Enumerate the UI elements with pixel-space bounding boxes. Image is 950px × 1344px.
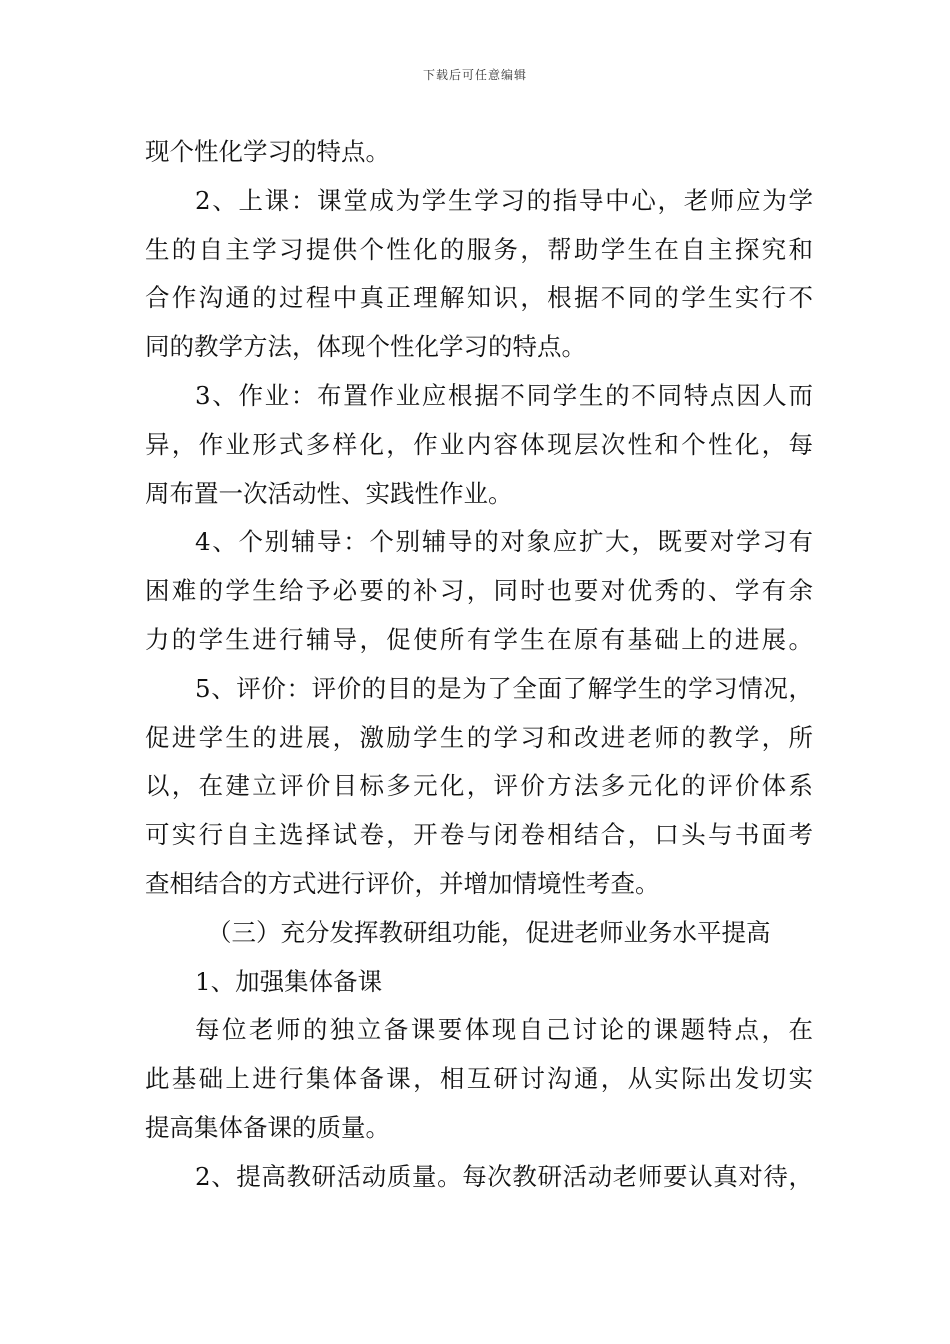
text-line: 此基础上进行集体备课，相互研讨沟通，从实际出发切实 [145, 1064, 813, 1094]
text-line: 5、评价：评价的目的是为了全面了解学生的学习情况， [195, 673, 813, 703]
text-line: 每位老师的独立备课要体现自己讨论的课题特点，在 [195, 1015, 813, 1045]
text-line: 异，作业形式多样化，作业内容体现层次性和个性化，每 [145, 429, 813, 459]
page-header: 下载后可任意编辑 [422, 68, 527, 82]
text-line: 生的自主学习提供个性化的服务，帮助学生在自主探究和 [145, 234, 813, 264]
subsection-heading: 1、加强集体备课 [195, 966, 383, 996]
text-line: 查相结合的方式进行评价，并增加情境性考查。 [145, 868, 660, 898]
text-line: 2、上课：课堂成为学生学习的指导中心，老师应为学 [195, 185, 813, 215]
text-line: 2、提高教研活动质量。每次教研活动老师要认真对待， [195, 1161, 813, 1191]
text-line: 促进学生的进展，激励学生的学习和改进老师的教学，所 [145, 722, 813, 752]
text-line: 困难的学生给予必要的补习，同时也要对优秀的、学有余 [145, 576, 813, 606]
text-line: 同的教学方法，体现个性化学习的特点。 [145, 332, 586, 362]
text-line: 3、作业：布置作业应根据不同学生的不同特点因人而 [195, 380, 813, 410]
text-line: 合作沟通的过程中真正理解知识，根据不同的学生实行不 [145, 283, 813, 313]
text-line: 力的学生进行辅导，促使所有学生在原有基础上的进展。 [145, 624, 813, 654]
text-line: 周布置一次活动性、实践性作业。 [145, 478, 513, 508]
text-line: 提高集体备课的质量。 [145, 1112, 390, 1142]
section-heading: （三）充分发挥教研组功能，促进老师业务水平提高 [207, 917, 771, 947]
text-line: 4、个别辅导：个别辅导的对象应扩大，既要对学习有 [195, 527, 813, 557]
text-line: 以，在建立评价目标多元化，评价方法多元化的评价体系 [145, 771, 813, 801]
document-body [145, 128, 813, 1202]
text-line: 可实行自主选择试卷，开卷与闭卷相结合，口头与书面考 [145, 820, 813, 850]
text-line: 现个性化学习的特点。 [145, 137, 390, 166]
